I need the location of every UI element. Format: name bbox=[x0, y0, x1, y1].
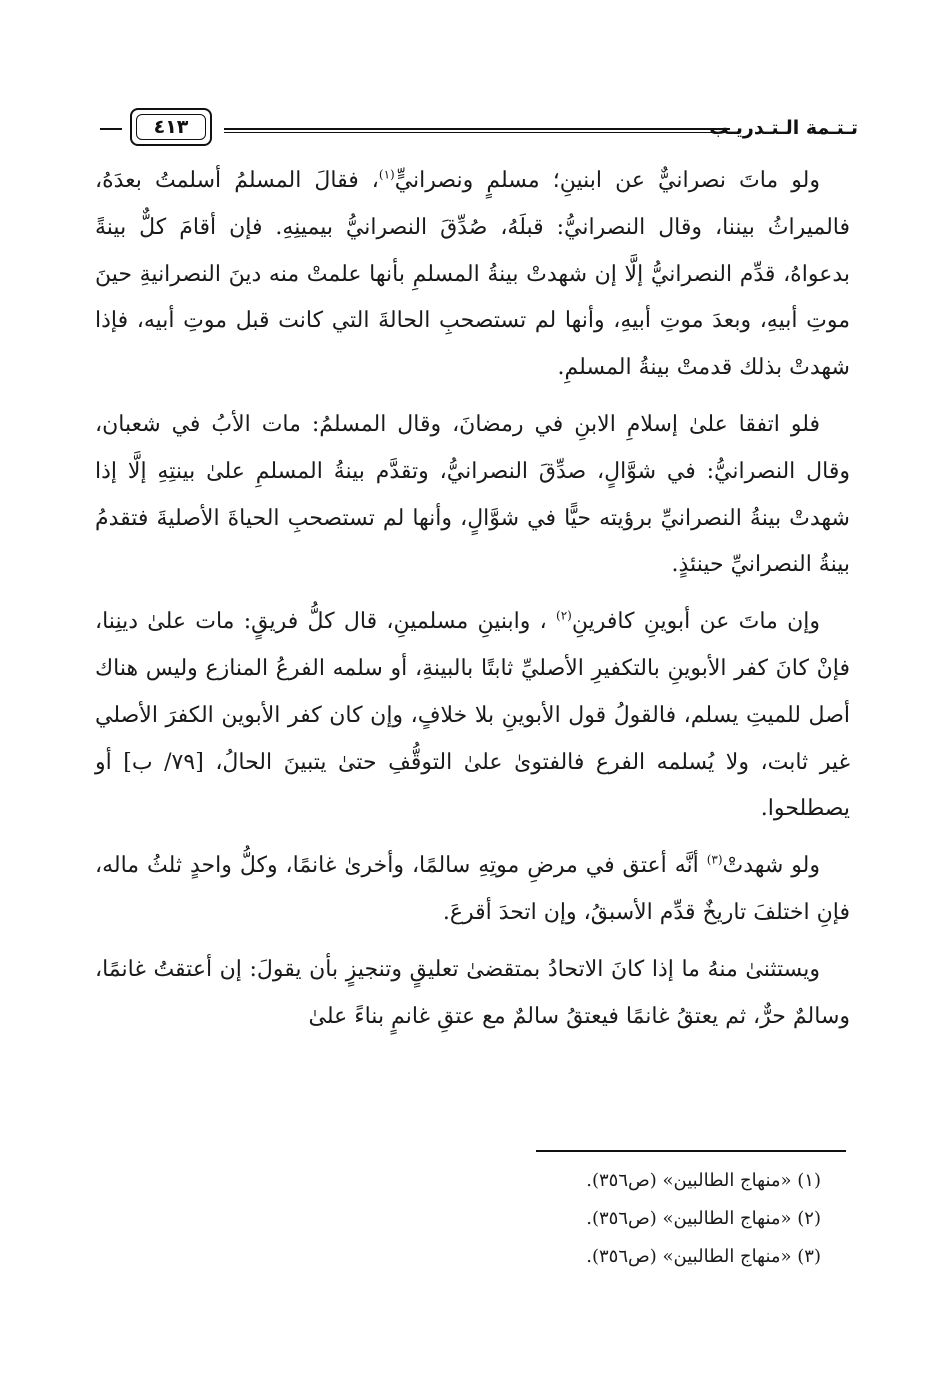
footnote-ref-2: (٢) bbox=[556, 608, 572, 623]
main-text bbox=[95, 158, 850, 1050]
running-header bbox=[100, 106, 858, 150]
paragraph-text: فلو اتفقا علىٰ إسلامِ الابنِ في رمضانَ، وقال المسلمُ: مات الأبُ في شعبان، وقال النصرانيُّ: في شوَّالٍ، صدِّقَ النصرانيُّ، وتقدَّم بينةُ المسلمِ علىٰ بينتِهِ إلَّا إذا شهدتْ بينةُ النصرانيِّ برؤيته حيًّا في شوَّالٍ، وأنها لم تستصحبِ الحياةَ الأصليةَ فتقدمُ بينةُ النصرانيِّ حينئذٍ. bbox=[95, 411, 850, 578]
page-number-frame bbox=[130, 108, 212, 146]
header-rule bbox=[224, 128, 730, 130]
footnote-ref-1: (١) bbox=[378, 167, 395, 182]
paragraph-2 bbox=[95, 402, 850, 589]
paragraph-text: وإن ماتَ عن أبوينِ كافرينِ bbox=[571, 609, 820, 635]
paragraph-text: ، وابنينِ مسلمينِ، قال كلُّ فريقٍ: مات علىٰ دينِنا، فإنْ كانَ كفر الأبوينِ بالتكفيرِ الأصليِّ ثابتًا بالبينةِ، أو سلمه الفرعُ المنازع وليس هناك أصل للميتِ يسلم، فالقولُ قول الأبوينِ بلا خلافٍ، وإن كان كفر الأبوين الكفرَ الأصلي غير ثابت، ولا يُسلمه الفرع فالفتوىٰ علىٰ التوقُّفِ حتىٰ يتبينَ الحالُ، [٧٩/ ب] أو يصطلحوا. bbox=[95, 609, 850, 822]
header-dash bbox=[100, 128, 122, 130]
footnote-3: (٣) «منهاج الطالبين» (ص٣٥٦). bbox=[586, 1246, 821, 1267]
header-title: تـتـمة الـتـدريـب bbox=[709, 117, 858, 139]
paragraph-text: ولو ماتَ نصرانيٌّ عن ابنينِ؛ مسلمٍ ونصرانيٍّ bbox=[394, 168, 820, 193]
paragraph-5 bbox=[95, 947, 850, 1041]
footnote-separator bbox=[536, 1150, 846, 1152]
paragraph-1 bbox=[95, 158, 850, 392]
paragraph-text: ، فقالَ المسلمُ أسلمتُ بعدَهُ، فالميراثُ بيننا، وقال النصرانيُّ: قبلَهُ، صُدِّقَ النصرانيُّ بيمينِهِ. فإن أقامَ كلٌّ بينةً بدعواهُ، قدِّم النصرانيُّ إلَّا إن شهدتْ بينةُ المسلمِ بأنها علمتْ منه دينَ النصرانيةِ حينَ موتِ أبيهِ، وبعدَ موتِ أبيهِ، وأنها لم تستصحبِ الحالةَ التي كانت قبل موتِ أبيه، فإذا شهدتْ بذلك قدمتْ بينةُ المسلمِ. bbox=[95, 168, 850, 381]
paragraph-text: أنَّه أعتق في مرضِ موتِهِ سالمًا، وأخرىٰ غانمًا، وكلُّ واحدٍ ثلثُ ماله، فإنِ اختلفَ تاريخٌ قدِّم الأسبقُ، وإن اتحدَ أقرعَ. bbox=[95, 853, 850, 925]
paragraph-text: ولو شهدتْ bbox=[722, 853, 820, 879]
footnotes bbox=[341, 1162, 821, 1276]
paragraph-3 bbox=[95, 599, 850, 833]
paragraph-4 bbox=[95, 843, 850, 937]
footnote-ref-3: (٣) bbox=[706, 852, 723, 867]
footnote-2: (٢) «منهاج الطالبين» (ص٣٥٦). bbox=[586, 1208, 821, 1229]
footnote-1: (١) «منهاج الطالبين» (ص٣٥٦). bbox=[586, 1170, 821, 1191]
paragraph-text: ويستثنىٰ منهُ ما إذا كانَ الاتحادُ بمتقضىٰ تعليقٍ وتنجيزٍ بأن يقولَ: إن أعتقتُ غانمًا، وسالمٌ حرٌّ، ثم يعتقُ غانمًا فيعتقُ سالمٌ مع عتقِ غانمٍ بناءً علىٰ bbox=[95, 956, 850, 1029]
page-number: ٤١٣ bbox=[153, 116, 189, 138]
